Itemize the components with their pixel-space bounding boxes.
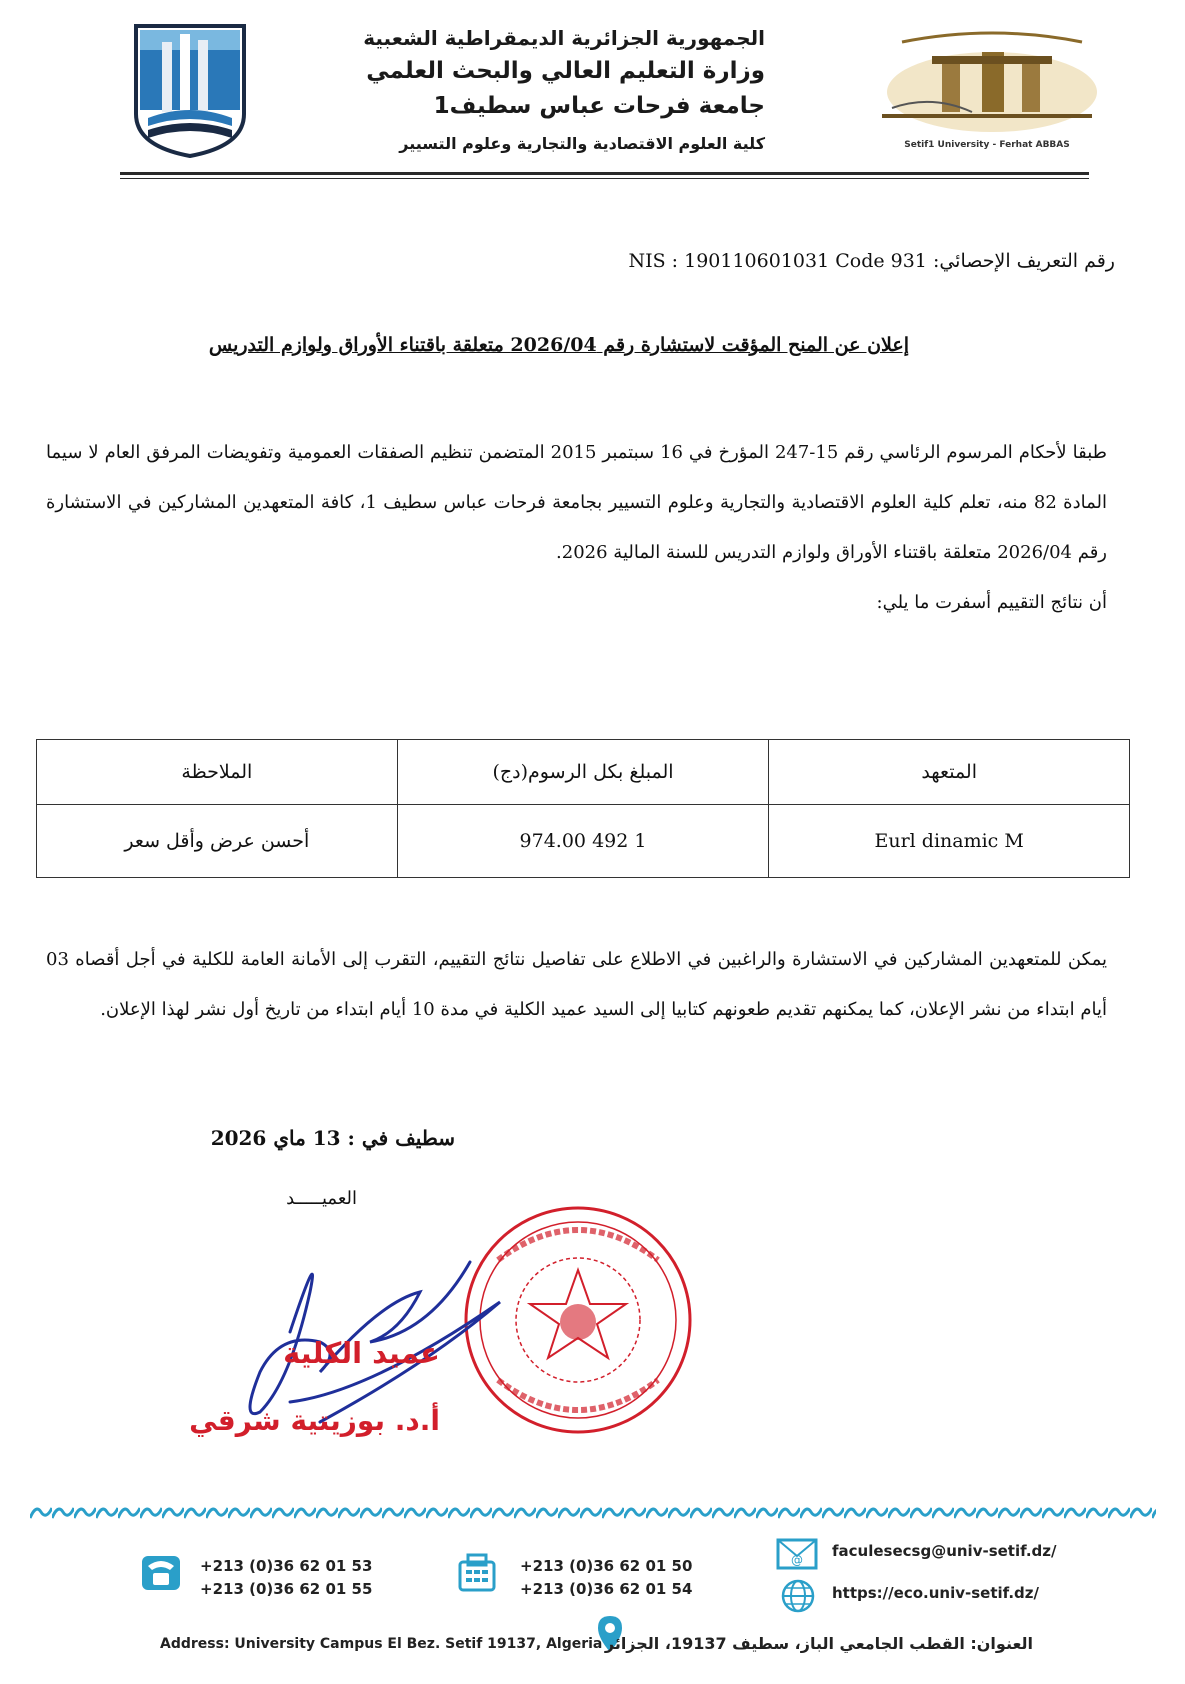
header-ministry: وزارة التعليم العالي والبحث العلمي xyxy=(366,58,765,84)
table-header-row xyxy=(37,740,1130,805)
dean-heading: العميـــــد xyxy=(286,1188,357,1209)
email-address[interactable]: faculesecsg@univ-setif.dz/ xyxy=(832,1542,1057,1560)
cell-amount: 1 492 974.00 xyxy=(397,805,769,878)
table-row xyxy=(37,805,1130,878)
fax-icon xyxy=(456,1552,498,1594)
intro-paragraph xyxy=(46,428,1107,628)
university-emblem-left xyxy=(132,22,248,158)
statistical-id: رقم التعريف الإحصائي: NIS : 190110601031 Code 931 xyxy=(628,250,1115,272)
cell-remark: أحسن عرض وأقل سعر xyxy=(37,805,398,878)
address-arabic: العنوان: القطب الجامعي الباز، سطيف 19137، الجزائر xyxy=(604,1634,1033,1653)
header-bidder: المتعهد xyxy=(769,740,1130,805)
dean-stamp-name: أ.د. بوزيتية شرقي xyxy=(189,1404,440,1437)
email-icon xyxy=(776,1538,818,1570)
header-republic: الجمهورية الجزائرية الديمقراطية الشعبية xyxy=(363,26,765,50)
university-logo-right xyxy=(872,22,1102,152)
header-university: جامعة فرحات عباس سطيف1 xyxy=(433,93,765,119)
svg-text:@: @ xyxy=(791,1553,803,1567)
globe-icon xyxy=(780,1578,816,1614)
announcement-title: إعلان عن المنح المؤقت لاستشارة رقم 2026/04 متعلقة باقتناء الأوراق ولوازم التدريس xyxy=(208,334,909,356)
header-faculty: كلية العلوم الاقتصادية والتجارية وعلوم التسيير xyxy=(399,134,765,153)
phone-icon xyxy=(140,1552,182,1594)
website-url[interactable]: https://eco.univ-setif.dz/ xyxy=(832,1584,1039,1602)
address-english: Address: University Campus El Bez. Setif 19137, Algeria xyxy=(160,1636,603,1652)
header-amount: المبلغ بكل الرسوم(دج) xyxy=(397,740,769,805)
footer-wave-border xyxy=(30,1502,1156,1522)
results-table xyxy=(36,739,1130,878)
header-divider xyxy=(120,172,1089,175)
intro-paragraph-text: طبقا لأحكام المرسوم الرئاسي رقم 15-247 المؤرخ في 16 سبتمبر 2015 المتضمن تنظيم الصفقات العمومية وتفويضات المرفق العام لا سيما المادة 82 منه، تعلم كلية العلوم الاقتصادية والتجارية وعلوم التسيير بجامعة فرحات عباس سطيف 1، كافة المتعهدين المشاركين في الاستشارة رقم 2026/04 متعلقة باقتناء الأوراق ولوازم التدريس للسنة المالية 2026. xyxy=(46,442,1107,563)
dean-stamp-title: عميد الكلية xyxy=(283,1336,440,1370)
university-caption: Setif1 University - Ferhat ABBAS xyxy=(904,140,1070,150)
appeal-paragraph: يمكن للمتعهدين المشاركين في الاستشارة والراغبين في الاطلاع على تفاصيل نتائج التقييم، التقرب إلى الأمانة العامة للكلية في أجل أقصاه 03 أيام ابتداء من نشر الإعلان، كما يمكنهم تقديم طعونهم كتابيا إلى السيد عميد الكلية في مدة 10 أيام ابتداء من تاريخ أول نشر لهذا الإعلان. xyxy=(46,949,1107,1020)
header-remark: الملاحظة xyxy=(37,740,398,805)
fax-number-1: +213 (0)36 62 01 50 xyxy=(520,1557,693,1575)
phone-number-2: +213 (0)36 62 01 55 xyxy=(200,1580,373,1598)
intro-paragraph-tail: أن نتائج التقييم أسفرت ما يلي: xyxy=(876,592,1107,613)
fax-number-2: +213 (0)36 62 01 54 xyxy=(520,1580,693,1598)
phone-number-1: +213 (0)36 62 01 53 xyxy=(200,1557,373,1575)
cell-bidder: Eurl dinamic M xyxy=(769,805,1130,878)
issue-date: سطيف في : 13 ماي 2026 xyxy=(210,1126,455,1150)
header-divider-thin xyxy=(120,178,1089,179)
